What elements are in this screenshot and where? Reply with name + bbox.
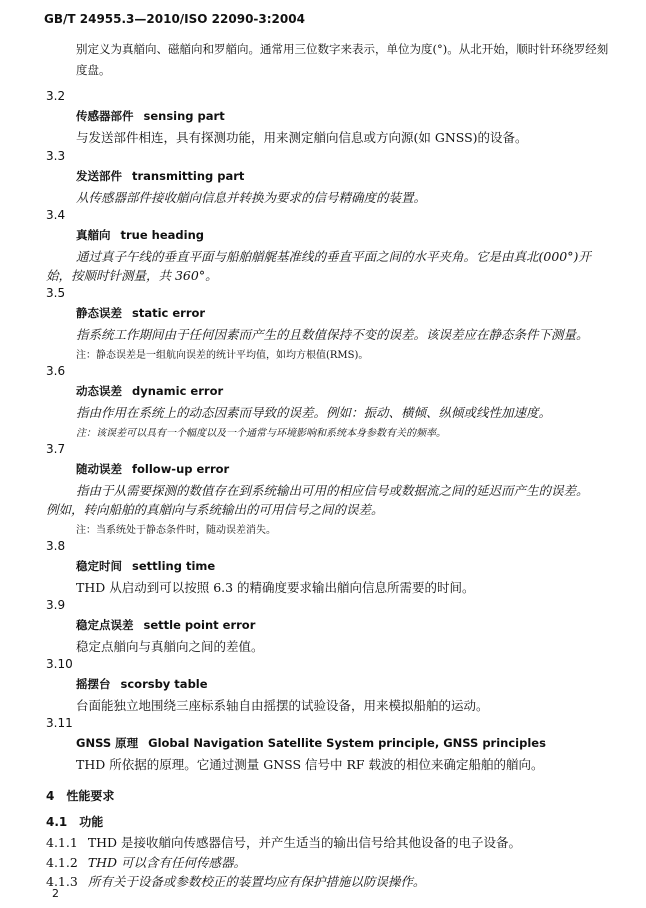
intro-line-2: 度盘。 [76,63,111,77]
term-note: 注：当系统处于静态条件时，随动误差消失。 [76,525,276,536]
term-en: sensing part [143,109,225,123]
term-definition: THD 从启动到可以按照 6.3 的精确度要求输出艏向信息所需要的时间。 [76,580,475,595]
section-heading: 4 性能要求 [46,789,115,803]
clause-text: THD 可以含有任何传感器。 [87,855,247,870]
term-note: 注：该误差可以具有一个幅度以及一个通常与环境影响和系统本身参数有关的频率。 [76,428,446,439]
term-en: transmitting part [132,169,245,183]
intro-line-1: 别定义为真艏向、磁艏向和罗艏向。通常用三位数字来表示，单位为度(°)。从北开始，顺时针环绕罗经刻 [76,42,609,56]
term-definition: 与发送部件相连，具有探测功能，用来测定艏向信息或方向源(如 GNSS)的设备。 [76,130,528,145]
term-zh: 摇摆台 [76,677,111,691]
term-definition-cont: 始，按顺时针测量，共 360°。 [46,268,218,283]
term-number: 3.10 [46,657,73,671]
term-zh: 随动误差 [76,462,122,476]
page-number: 2 [52,887,59,900]
term-title [76,305,205,321]
clause-text: THD 是接收艏向传感器信号，并产生适当的输出信号给其他设备的电子设备。 [87,835,522,850]
term-en: follow-up error [132,462,230,476]
clause-item [46,872,425,890]
term-en: static error [132,306,206,320]
term-en: settling time [132,559,216,573]
term-definition: 台面能独立地围绕三座标系轴自由摇摆的试验设备，用来模拟船舶的运动。 [76,698,489,713]
term-number: 3.8 [46,539,66,553]
term-note: 注：静态误差是一组航向误差的统计平均值，如均方根值(RMS)。 [76,350,369,361]
term-zh: GNSS 原理 [76,736,139,750]
term-en: dynamic error [132,384,224,398]
clause-item [46,853,246,871]
clause-number: 4.1.2 [46,855,78,870]
term-number: 3.9 [46,598,66,612]
term-title [76,558,215,574]
term-title [76,108,225,124]
clause-number: 4.1.3 [46,874,78,889]
term-number: 3.11 [46,716,73,730]
term-en: settle point error [143,618,256,632]
term-zh: 传感器部件 [76,109,134,123]
term-definition: THD 所依据的原理。它通过测量 GNSS 信号中 RF 载波的相位来确定船舶的艏向。 [76,757,544,772]
clause-number: 4.1.1 [46,835,78,850]
term-title [76,461,229,477]
term-number: 3.2 [46,89,66,103]
clause-item [46,833,521,851]
term-title [76,735,546,751]
term-definition: 指由于从需要探测的数值存在到系统输出可用的相应信号或数据流之间的延迟而产生的误差。 [76,483,589,498]
term-en: true heading [120,228,204,242]
term-number: 3.6 [46,364,66,378]
term-definition: 从传感器部件接收艏向信息并转换为要求的信号精确度的装置。 [76,190,427,205]
term-zh: 稳定时间 [76,559,122,573]
subsection-heading: 4.1 功能 [46,815,104,829]
term-definition: 指由作用在系统上的动态因素而导致的误差。例如：振动、横倾、纵倾或线性加速度。 [76,405,552,420]
term-zh: 发送部件 [76,169,122,183]
term-en: scorsby table [120,677,208,691]
term-number: 3.4 [46,208,66,222]
term-title [76,676,208,692]
term-en: Global Navigation Satellite System principle, GNSS principles [148,736,546,750]
term-number: 3.3 [46,149,66,163]
term-zh: 动态误差 [76,384,122,398]
term-title [76,617,255,633]
clause-text: 所有关于设备或参数校正的装置均应有保护措施以防误操作。 [87,874,426,889]
term-zh: 静态误差 [76,306,122,320]
term-number: 3.7 [46,442,66,456]
term-zh: 稳定点误差 [76,618,134,632]
term-definition-cont: 例如，转向船舶的真艏向与系统输出的可用信号之间的误差。 [46,502,384,517]
standard-header: GB/T 24955.3—2010/ISO 22090-3:2004 [44,12,305,26]
term-definition: 通过真子午线的垂直平面与船舶艏艉基准线的垂直平面之间的水平夹角。它是由真北(000°)开 [76,249,591,264]
term-zh: 真艏向 [76,228,111,242]
term-number: 3.5 [46,286,66,300]
term-definition: 稳定点艏向与真艏向之间的差值。 [76,639,264,654]
term-title [76,168,244,184]
term-title [76,383,223,399]
term-definition: 指系统工作期间由于任何因素而产生的且数值保持不变的误差。该误差应在静态条件下测量。 [76,327,589,342]
term-title [76,227,204,243]
